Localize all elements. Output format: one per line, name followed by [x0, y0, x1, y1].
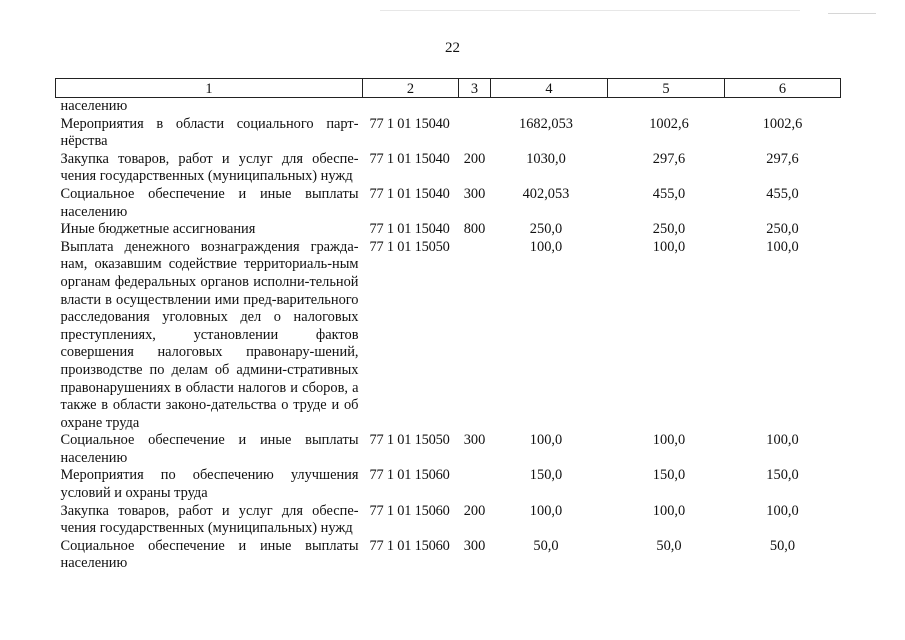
- row-value-col5: 455,0: [652, 185, 686, 202]
- row-name: Закупка товаров, работ и услуг для обеспе-чения государственных (муниципальных) нужд: [60, 150, 359, 185]
- row-value-col6: 455,0: [766, 185, 799, 202]
- row-expense-type: 300: [463, 432, 486, 449]
- row-value-col5: 150,0: [652, 467, 686, 484]
- row-code: 77 1 01 15060: [369, 537, 450, 554]
- row-name: Выплата денежного вознаграждения гражда-нам, оказавшим содействие территориаль-ным органам федеральных органов исполни-тельной власти в осуществлении ими пред-варительного расследования уголовных дел о налоговых преступлениях, установлении фактов совершения налоговых правонару-шений, производстве по делам об админи-стративных правонарушениях в области налогов и сборов, а также в области законо-дательства о труде и об охране труда: [60, 238, 359, 431]
- row-value-col4: 100,0: [529, 502, 563, 519]
- row-value-col4: 1030,0: [526, 150, 566, 167]
- row-value-col5: 50,0: [656, 537, 682, 554]
- scan-artifact-corner: [828, 13, 876, 14]
- row-name: Социальное обеспечение и иные выплаты населению: [60, 537, 359, 572]
- row-expense-type: 200: [463, 150, 486, 167]
- row-value-col6: 100,0: [766, 238, 799, 255]
- row-value-col4: 100,0: [529, 432, 563, 449]
- row-name: Закупка товаров, работ и услуг для обеспе-чения государственных (муниципальных) нужд: [60, 502, 359, 537]
- row-name: Социальное обеспечение и иные выплаты населению: [60, 432, 359, 466]
- table-row: [56, 98, 841, 116]
- table-row: [56, 116, 841, 151]
- table-row: [56, 239, 841, 433]
- row-value-col5: 100,0: [652, 432, 686, 449]
- row-code: 77 1 01 15040: [369, 115, 450, 132]
- row-expense-type: [459, 116, 491, 151]
- row-code: 77 1 01 15060: [369, 467, 450, 484]
- row-value-col5: 297,6: [652, 150, 686, 167]
- row-value-col6: 250,0: [766, 221, 799, 238]
- row-expense-type: 200: [463, 502, 486, 519]
- row-value-col6: 100,0: [766, 502, 799, 519]
- header-row: [56, 79, 841, 98]
- row-name: Мероприятия в области социального парт-нёрства: [60, 115, 359, 150]
- row-value-col6: 1002,6: [762, 115, 803, 132]
- table-row: [56, 186, 841, 221]
- row-name: Социальное обеспечение и иные выплаты населению: [60, 185, 359, 220]
- table-row: [56, 432, 841, 467]
- row-value-col4: 1682,053: [519, 115, 573, 132]
- column-header-6: 6: [725, 79, 841, 98]
- row-expense-type: [459, 98, 491, 116]
- budget-table: [55, 78, 841, 573]
- row-expense-type: 800: [463, 221, 486, 238]
- page-number: 22: [445, 40, 460, 56]
- row-value-col6: [725, 98, 841, 116]
- table-row: [56, 538, 841, 573]
- row-value-col4: [491, 98, 608, 116]
- row-expense-type: [459, 239, 491, 433]
- column-header-3: 3: [459, 79, 491, 98]
- row-code: [363, 98, 459, 116]
- row-value-col4: 150,0: [529, 467, 563, 484]
- column-header-4: 4: [491, 79, 608, 98]
- row-value-col6: 100,0: [766, 432, 799, 449]
- row-value-col6: 50,0: [769, 537, 796, 554]
- row-code: 77 1 01 15050: [369, 238, 450, 255]
- row-code: 77 1 01 15040: [369, 221, 450, 238]
- row-value-col4: 100,0: [529, 238, 563, 255]
- row-code: 77 1 01 15060: [369, 502, 450, 519]
- row-value-col5: 100,0: [652, 502, 686, 519]
- row-expense-type: [459, 467, 491, 502]
- table-row: [56, 503, 841, 538]
- row-name: населению: [60, 98, 128, 114]
- row-value-col5: 100,0: [652, 238, 686, 255]
- row-value-col5: [608, 98, 725, 116]
- row-code: 77 1 01 15040: [369, 185, 450, 202]
- row-expense-type: 300: [463, 537, 486, 554]
- column-header-5: 5: [608, 79, 725, 98]
- column-header-2: 2: [363, 79, 459, 98]
- row-value-col6: 150,0: [766, 467, 799, 484]
- row-value-col4: 402,053: [522, 185, 570, 202]
- row-value-col5: 250,0: [652, 221, 686, 238]
- table-row: [56, 221, 841, 239]
- row-value-col4: 250,0: [529, 221, 563, 238]
- table-row: [56, 151, 841, 186]
- row-code: 77 1 01 15040: [369, 150, 450, 167]
- row-value-col6: 297,6: [766, 150, 799, 167]
- row-name: Мероприятия по обеспечению улучшения условий и охраны труда: [60, 467, 359, 502]
- row-value-col5: 1002,6: [649, 115, 689, 132]
- scan-artifact-top: [380, 10, 800, 11]
- table-body: [56, 98, 841, 574]
- column-header-1: 1: [56, 79, 363, 98]
- row-expense-type: 300: [463, 185, 486, 202]
- row-value-col4: 50,0: [533, 537, 559, 554]
- row-code: 77 1 01 15050: [369, 432, 450, 449]
- row-name: Иные бюджетные ассигнования: [60, 221, 256, 238]
- table-row: [56, 467, 841, 502]
